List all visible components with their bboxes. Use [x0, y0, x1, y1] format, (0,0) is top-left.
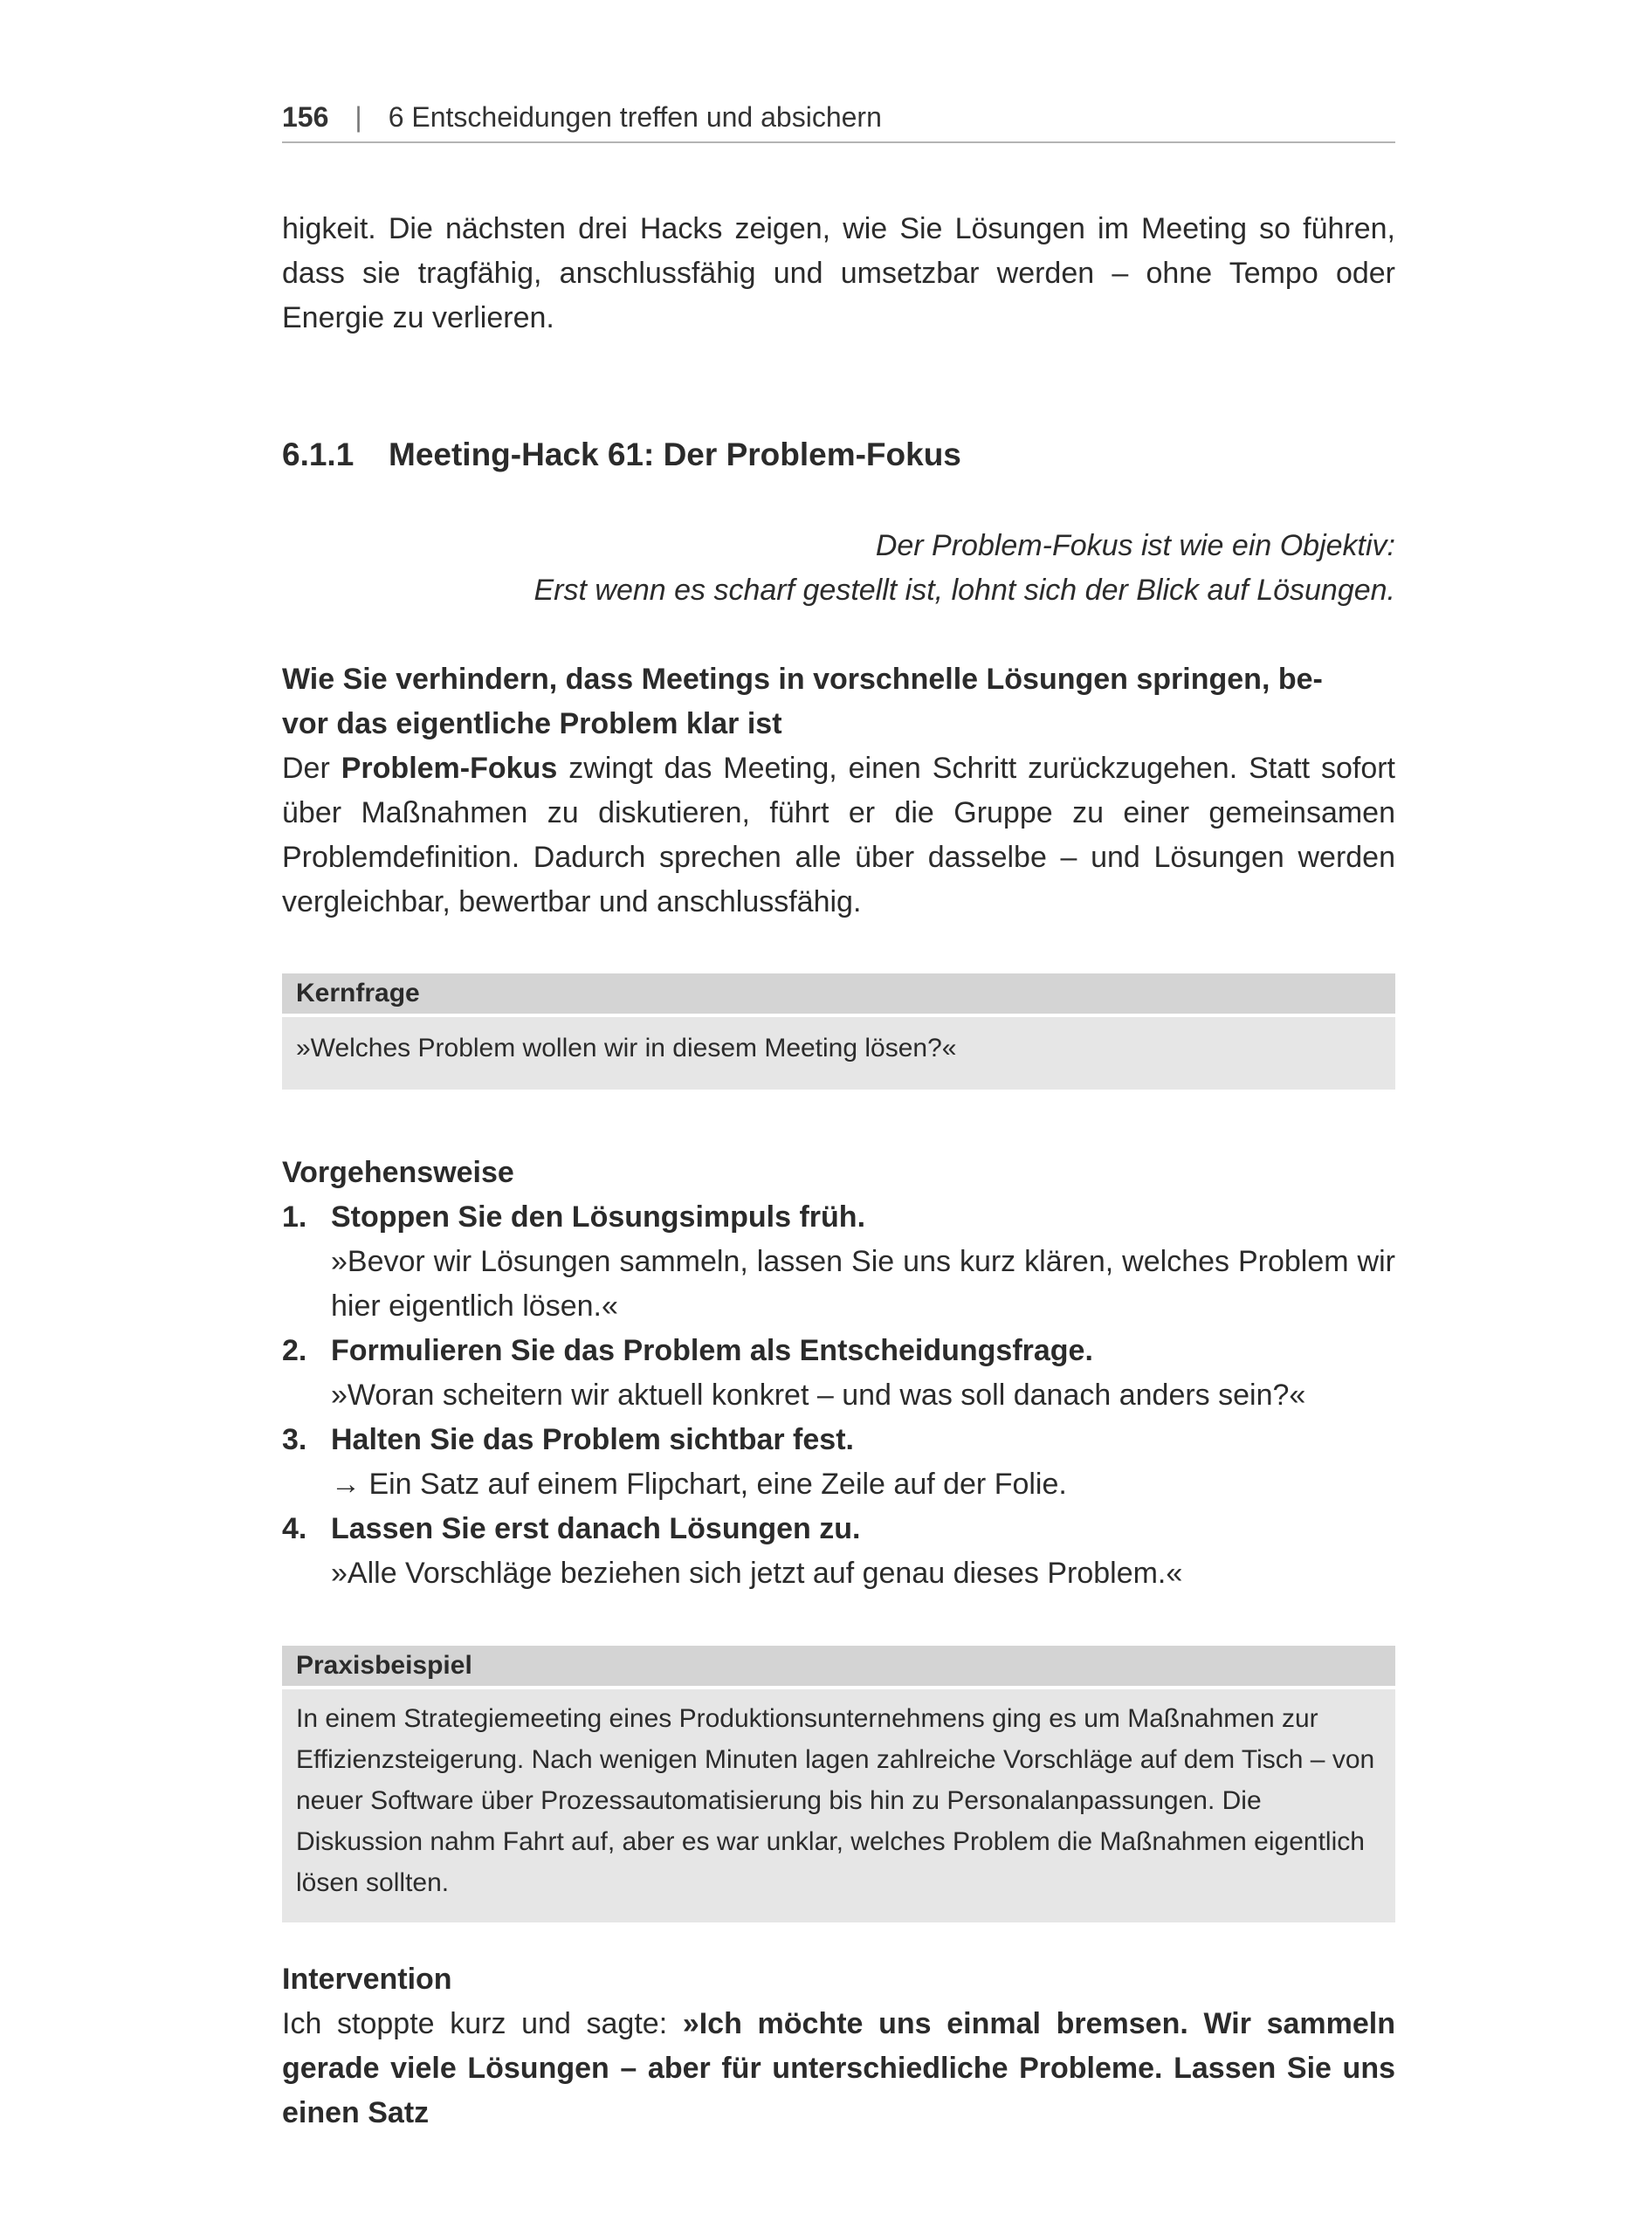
intervention-title: Intervention [282, 1963, 452, 1996]
step-text: → Ein Satz auf einem Flipchart, eine Zeile auf der Folie. [331, 1468, 1067, 1501]
body-prefix: Der [282, 752, 341, 785]
lead-line-1: Wie Sie verhindern, dass Meetings in vorschnelle Lösungen springen, be- [282, 663, 1323, 696]
intervention-paragraph [282, 2002, 1395, 2135]
body-bold-term: Problem-Fokus [341, 752, 558, 785]
motto-block [282, 524, 1395, 613]
step-text: »Bevor wir Lösungen sammeln, lassen Sie uns kurz klären, welches Problem wir hier eigentlich lösen.« [331, 1245, 1395, 1323]
list-item [282, 1329, 1395, 1418]
section-heading [282, 433, 1395, 477]
intervention-prefix: Ich stoppte kurz und sagte: [282, 2007, 683, 2040]
step-number: 2. [282, 1334, 307, 1367]
page-number: 156 [282, 101, 329, 133]
body-paragraph [282, 746, 1395, 925]
section-heading-block [282, 433, 1395, 477]
step-title: Lassen Sie erst danach Lösungen zu. [331, 1512, 861, 1545]
list-item [282, 1195, 1395, 1329]
intro-block [282, 207, 1395, 340]
list-item [282, 1507, 1395, 1596]
kernfrage-title: Kernfrage [282, 973, 1395, 1014]
vorgehensweise-block [282, 1151, 1395, 1596]
kernfrage-text: »Welches Problem wollen wir in diesem Meeting lösen?« [282, 1017, 1395, 1090]
step-title: Stoppen Sie den Lösungsimpuls früh. [331, 1200, 866, 1234]
steps-list [282, 1195, 1395, 1596]
motto-line-1: Der Problem-Fokus ist wie ein Objektiv: [875, 529, 1395, 562]
step-title: Formulieren Sie das Problem als Entscheidungsfrage. [331, 1334, 1093, 1367]
praxisbeispiel-title: Praxisbeispiel [282, 1646, 1395, 1686]
running-header [282, 98, 1395, 143]
praxisbeispiel-text: In einem Strategiemeeting eines Produktionsunternehmens ging es um Maßnahmen zur Effizienzsteigerung. Nach wenigen Minuten lagen zahlreiche Vorschläge auf dem Tisch – von neuer Software über Prozessautomatisierung bis hin zu Personalanpassungen. Die Diskussion nahm Fahrt auf, aber es war unklar, welches Problem die Maßnahmen eigentlich lösen sollten. [282, 1689, 1395, 1922]
intro-paragraph: higkeit. Die nächsten drei Hacks zeigen, wie Sie Lösungen im Meeting so führen, dass sie tragfähig, anschlussfähig und umsetzbar werden – ohne Tempo oder Energie zu verlieren. [282, 212, 1395, 334]
intervention-quote: »Ich möchte uns einmal bremsen. Wir sammeln gerade viele Lösungen – aber für unterschiedliche Probleme. Lassen Sie uns einen Satz [282, 2007, 1396, 2129]
lead-block [282, 657, 1395, 925]
step-number: 4. [282, 1512, 307, 1545]
section-number: 6.1.1 [282, 437, 354, 472]
praxisbeispiel-box [282, 1646, 1395, 1922]
kernfrage-box [282, 973, 1395, 1090]
body-rest: zwingt das Meeting, einen Schritt zurückzugehen. Statt sofort über Maßnahmen zu diskutieren, führt er die Gruppe zu einer gemeinsamen Problemdefinition. Dadurch sprechen alle über dasselbe – und Lösungen werden vergleichbar, bewertbar und anschlussfähig. [282, 752, 1396, 918]
intervention-block [282, 1957, 1395, 2135]
list-item [282, 1418, 1395, 1507]
step-text: »Alle Vorschläge beziehen sich jetzt auf genau dieses Problem.« [331, 1557, 1183, 1590]
chapter-title: 6 Entscheidungen treffen und absichern [388, 101, 882, 133]
section-title: Meeting-Hack 61: Der Problem-Fokus [389, 437, 961, 472]
lead-line-2: vor das eigentliche Problem klar ist [282, 707, 782, 740]
header-separator: | [354, 101, 362, 133]
step-title: Halten Sie das Problem sichtbar fest. [331, 1423, 854, 1456]
vorgehensweise-title: Vorgehensweise [282, 1156, 514, 1189]
motto-line-2: Erst wenn es scharf gestellt ist, lohnt sich der Blick auf Lösungen. [533, 574, 1395, 607]
step-number: 3. [282, 1423, 307, 1456]
step-number: 1. [282, 1200, 307, 1234]
step-text: »Woran scheitern wir aktuell konkret – und was soll danach anders sein?« [331, 1379, 1306, 1412]
